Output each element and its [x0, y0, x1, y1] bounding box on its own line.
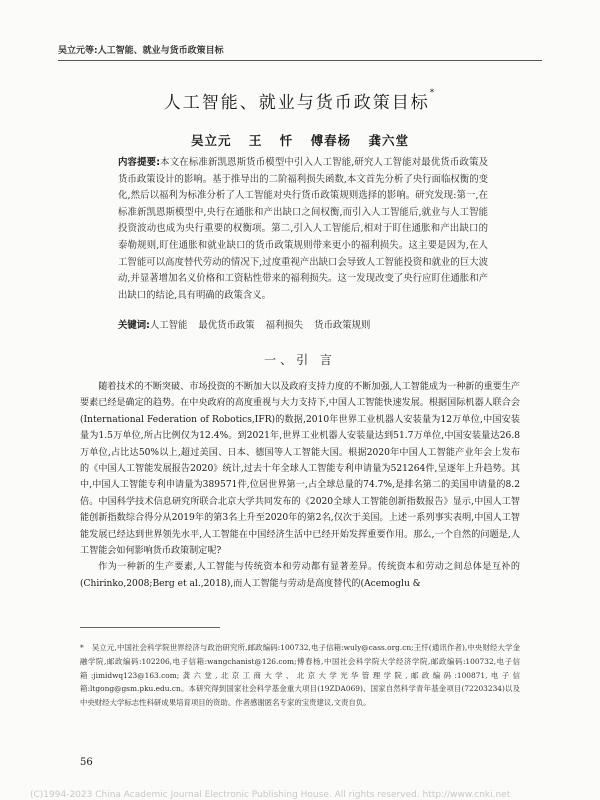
article-title-text: 人工智能、就业与货币政策目标 [163, 93, 430, 113]
footnote-mark: * [80, 643, 84, 652]
body-text [80, 379, 520, 592]
author-name: 王 忏 [248, 133, 294, 148]
article-title [0, 88, 600, 113]
keywords-label: 关键词: [118, 320, 150, 331]
abstract [118, 155, 488, 304]
keyword: 最优货币政策 [198, 320, 255, 331]
author-list [0, 131, 600, 149]
footnote-text: 吴立元,中国社会科学院世界经济与政治研究所,邮政编码:100732,电子信箱:wuly@cass.org.cn;王忏(通讯作者),中央财经大学金融学院,邮政编码:102206,电子信箱:wangchanist@126.com;傅春杨,中国社会科学院大学经济学院,邮政编码:100732,电子信箱:jimidwq123@163.com;龚六堂,北京工商大学、北京大学光华管理学院,邮政编码:100871,电子信箱:ltgong@gsm.pku.edu.cn。本研究得到国家社会科学基金重大项目(19ZDA069)、国家自然科学青年基金项目(72203234)以及中央财经大学标志性科研成果培育项目的资助。作者感谢匿名专家的宝贵建议,文责自负。 [80, 643, 520, 708]
abstract-text: 本文在标准新凯恩斯货币模型中引入人工智能,研究人工智能对最优货币政策及货币政策设计的影响。基于推导出的二阶福利损失函数,本文首先分析了央行面临权衡的变化,然后以福利为标准分析了人工智能对央行货币政策规则选择的影响。研究发现:第一,在标准新凯恩斯模型中,央行在通胀和产出缺口之间权衡,而引入人工智能后,就业与人工智能投资波动也成为央行重要的权衡项。第二,引入人工智能后,相对于盯住通胀和产出缺口的泰勒规则,盯住通胀和就业缺口的货币政策规则带来更小的福利损失。这主要是因为,在人工智能可以高度替代劳动的情况下,过度重视产出缺口会导致人工智能投资和就业的巨大波动,并显著增加名义价格和工资粘性带来的福利损失。这一发现改变了央行应盯住通胀和产出缺口的结论,具有明确的政策含义。 [118, 157, 489, 301]
header-rule [58, 60, 542, 61]
keyword: 货币政策规则 [314, 320, 371, 331]
abstract-label: 内容提要: [118, 157, 160, 168]
author-name: 龚六堂 [368, 133, 409, 148]
footnote-rule [80, 627, 220, 628]
title-footnote-mark: * [429, 88, 437, 98]
running-head: 吴立元等:人工智能、就业与货币政策目标 [58, 46, 224, 56]
keywords [118, 317, 498, 331]
section-heading-introduction: 一、引 言 [264, 353, 336, 367]
author-name: 傅春杨 [310, 133, 352, 148]
keyword: 福利损失 [265, 320, 304, 331]
body-paragraph: 随着技术的不断突破、市场投资的不断加大以及政府支持力度的不断加强,人工智能成为一种新的重要生产要素已经是确定的趋势。在中央政府的高度重视与大力支持下,中国人工智能快速发展。根据国际机器人联合会(International Federation of Robotics,IFR)的数据,2010年世界工业机器人安装量为12万单位,中国安装量为1.5万单位,所占比例仅为12.4%。到2021年,世界工业机器人安装量达到51.7万单位,中国安装量达26.8万单位,占比达50%以上,超过美国、日本、德国等人工智能大国。根据2020年中国人工智能产业年会上发布的《中国人工智能发展报告2020》统计,过去十年全球人工智能专利申请量为521264件,呈逐年上升趋势。其中,中国人工智能专利申请量为389571件,位居世界第一,占全球总量的74.7%,是排名第二的美国申请量的8.2倍。中国科学技术信息研究所联合北京大学共同发布的《2020全球人工智能创新指数报告》显示,中国人工智能创新指数综合得分从2019年的第3名上升至2020年的第2名,仅次于美国。上述一系列事实表明,中国人工智能发展已经达到世界领先水平,人工智能在中国经济生活中已经开始发挥重要作用。那么,一个自然的问题是,人工智能会如何影响货币政策制定呢? [80, 382, 520, 557]
author-name: 吴立元 [191, 133, 232, 148]
copyright-watermark: (C)1994-2023 China Academic Journal Electronic Publishing House. All rights reserved. http://www.cnki.net [30, 790, 511, 800]
body-paragraph: 作为一种新的生产要素,人工智能与传统资本和劳动都有显著差异。传统资本和劳动之间总体是互补的(Chirinko,2008;Berg et al.,2018),而人工智能与劳动是高度替代的(Acemoglu & [80, 562, 520, 589]
page-number: 56 [80, 757, 93, 768]
footnote [80, 641, 520, 710]
keyword: 人工智能 [149, 320, 188, 331]
